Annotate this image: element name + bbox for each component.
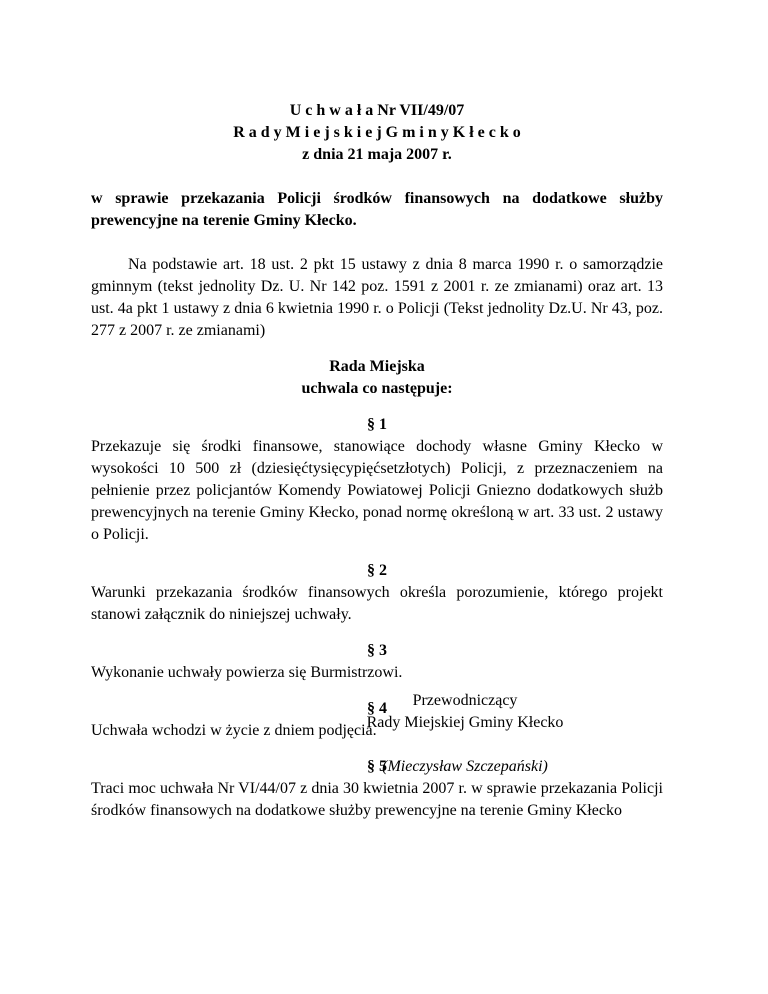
signatory-name: (Mieczysław Szczepański) — [382, 758, 548, 775]
section-1 — [91, 414, 663, 546]
section-2-title: § 2 — [367, 562, 387, 579]
document-header — [91, 100, 663, 166]
section-3-text: Wykonanie uchwały powierza się Burmistrzowi. — [91, 664, 403, 681]
signatory-body: Rady Miejskiej Gminy Kłecko — [366, 714, 564, 731]
issuing-council: R a d y M i e j s k i e j G m i n y K ł e c k o — [233, 124, 521, 141]
section-3 — [91, 640, 663, 684]
council-name: Rada Miejska — [329, 358, 425, 375]
legal-basis-preamble: Na podstawie art. 18 ust. 2 pkt 15 ustawy z dnia 8 marca 1990 r. o samorządzie gminnym (tekst jednolity Dz. U. Nr 142 poz. 1591 z 2001 r. ze zmianami) oraz art. 13 ust. 4a pkt 1 ustawy z dnia 6 kwietnia 1990 r. o Policji (Tekst jednolity Dz.U. Nr 43, poz. 277 z 2007 r. ze zmianami) — [91, 256, 663, 339]
resolves-phrase: uchwala co następuje: — [301, 380, 453, 397]
signature-block — [320, 690, 610, 778]
section-2-text: Warunki przekazania środków finansowych określa porozumienie, którego projekt stanowi załącznik do niniejszej uchwały. — [91, 584, 663, 623]
section-1-title: § 1 — [367, 416, 387, 433]
section-3-title: § 3 — [367, 642, 387, 659]
section-4-text: Uchwała wchodzi w życie z dniem podjęcia. — [91, 722, 377, 739]
signatory-role: Przewodniczący — [412, 692, 518, 709]
section-5-text: Traci moc uchwała Nr VI/44/07 z dnia 30 kwietnia 2007 r. w sprawie przekazania Policji środków finansowych na dodatkowe służby prewencyjne na terenie Gminy Kłecko — [91, 780, 663, 819]
section-5-title: § 5 — [367, 758, 387, 775]
resolution-subject: w sprawie przekazania Policji środków finansowych na dodatkowe służby prewencyjne na terenie Gminy Kłecko. — [91, 190, 663, 229]
resolution-date: z dnia 21 maja 2007 r. — [302, 146, 452, 163]
section-1-text: Przekazuje się środki finansowe, stanowiące dochody własne Gminy Kłecko w wysokości 10 500 zł (dziesięćtysięcypięćsetzłotych) Policji, z przeznaczeniem na pełnienie przez policjantów Komendy Powiatowej Policji Gniezno dodatkowych służb prewencyjnych na terenie Gminy Kłecko, ponad normę określoną w art. 33 ust. 2 ustawy o Policji. — [91, 438, 663, 543]
section-4-title: § 4 — [367, 700, 387, 717]
resolution-number: U c h w a ł a Nr VII/49/07 — [289, 102, 465, 119]
section-2 — [91, 560, 663, 626]
council-resolves — [91, 356, 663, 400]
